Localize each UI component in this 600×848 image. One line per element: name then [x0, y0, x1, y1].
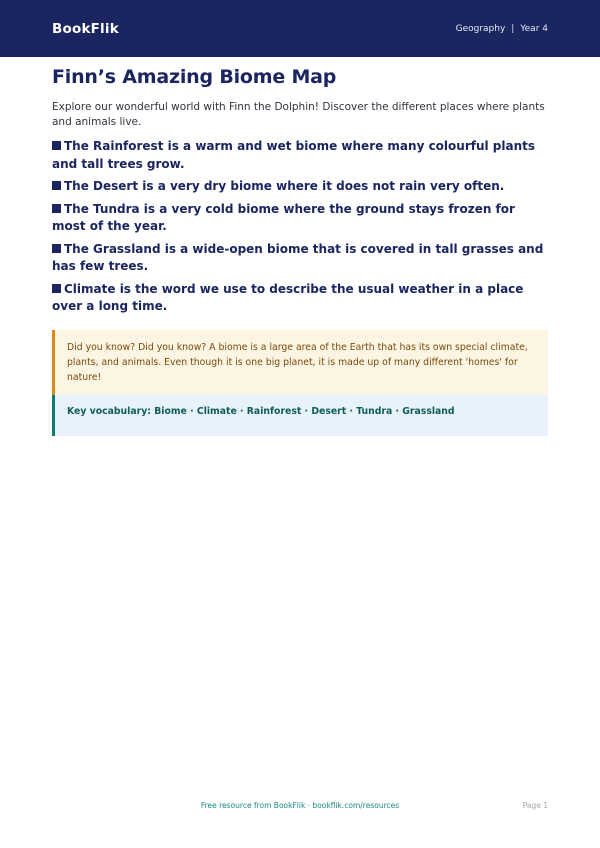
fact-text: Climate is the word we use to describe the usual weather in a place over a long time.: [52, 281, 524, 313]
footer-credit-link[interactable]: Free resource from BookFlik · bookflik.com/resources: [200, 801, 400, 810]
callout-text: Did you know? Did you know? A biome is a large area of the Earth that has its own special climate, plants, and animals. Even though it is one big planet, it is made up of many different 'homes' for nature!: [67, 341, 528, 383]
square-bullet-icon: [52, 181, 61, 190]
fact-text: The Tundra is a very cold biome where the ground stays frozen for most of the year.: [52, 201, 515, 233]
did-you-know-callout: [52, 330, 548, 395]
fact-item: [52, 201, 548, 236]
fact-item: [52, 281, 548, 316]
square-bullet-icon: [52, 204, 61, 213]
square-bullet-icon: [52, 141, 61, 150]
page-title: Finn’s Amazing Biome Map: [52, 66, 337, 88]
header-bar: [0, 0, 600, 57]
meta-separator: |: [511, 23, 515, 34]
fact-item: [52, 178, 548, 196]
subject-label: Geography: [455, 23, 506, 34]
square-bullet-icon: [52, 284, 61, 293]
fact-item: [52, 138, 548, 173]
fact-text: The Rainforest is a warm and wet biome where many colourful plants and tall trees grow.: [52, 139, 536, 171]
fact-item: [52, 241, 548, 276]
vocabulary-box: [52, 395, 548, 436]
fact-list: [52, 138, 548, 316]
year-label: Year 4: [520, 23, 548, 34]
worksheet-content: [52, 66, 548, 436]
square-bullet-icon: [52, 244, 61, 253]
fact-text: The Desert is a very dry biome where it does not rain very often.: [64, 179, 505, 193]
subject-meta: [456, 24, 548, 34]
intro-text: Explore our wonderful world with Finn the Dolphin! Discover the different places where plants and animals live.: [52, 101, 545, 128]
fact-text: The Grassland is a wide-open biome that is covered in tall grasses and has few trees.: [52, 241, 544, 273]
vocabulary-text: Key vocabulary: Biome · Climate · Rainforest · Desert · Tundra · Grassland: [67, 405, 455, 417]
brand-logo[interactable]: BookFlik: [52, 20, 119, 37]
page-number: Page 1: [522, 801, 548, 810]
page-footer: [52, 801, 548, 815]
